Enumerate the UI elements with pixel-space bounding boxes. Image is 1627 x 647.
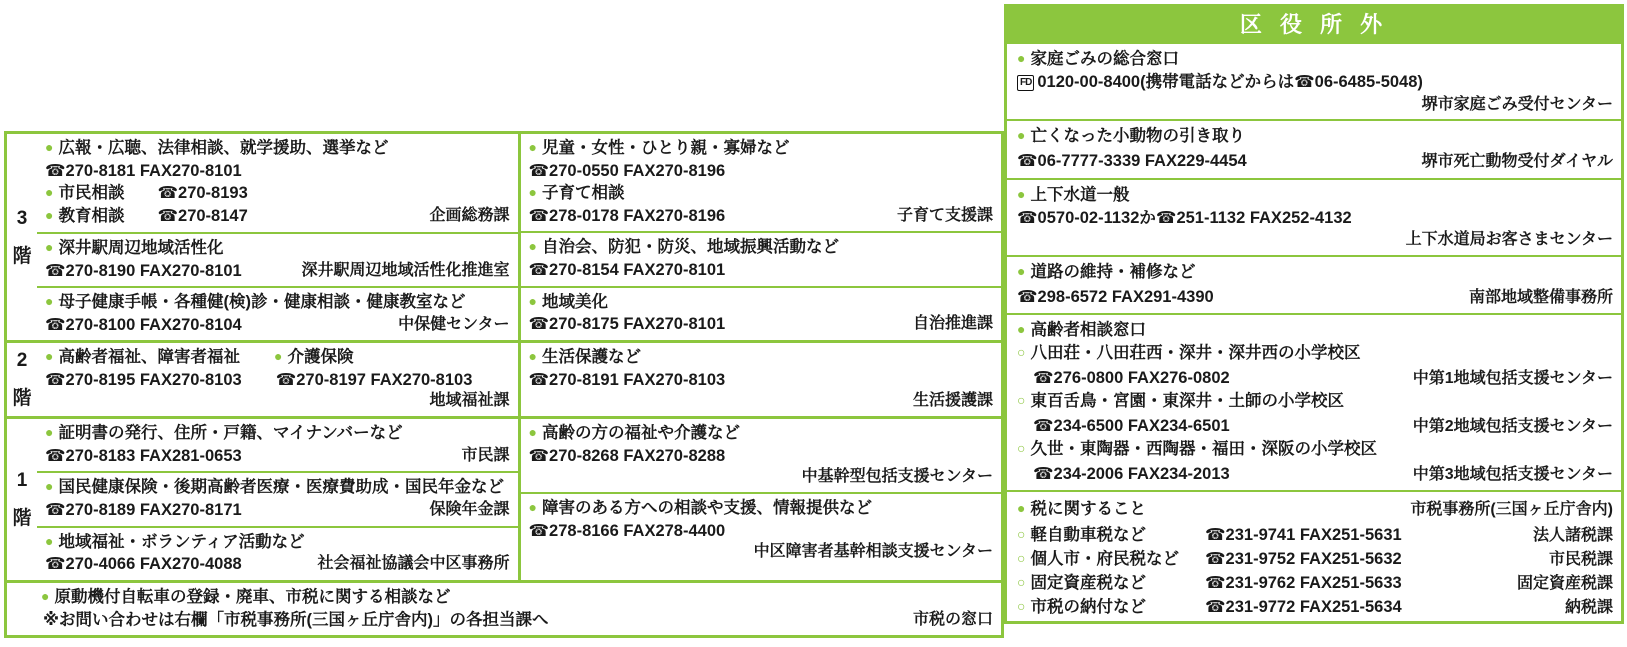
dept-name: 固定資産税課 bbox=[1516, 575, 1613, 593]
service-contact: ☎234-2006 FAX234-2013 bbox=[1033, 465, 1230, 484]
service-contact: ☎298-6572 FAX291-4390 bbox=[1017, 287, 1214, 306]
floor-label-2f bbox=[7, 343, 37, 416]
service-contact bbox=[45, 445, 510, 467]
service-cell bbox=[521, 134, 1002, 231]
service-cell bbox=[37, 343, 518, 416]
tax-contact: ☎231-9772 FAX251-5634 bbox=[1205, 598, 1402, 617]
service-contact: ☎234-6500 FAX234-6501 bbox=[1033, 417, 1230, 436]
service-title-2: ● 市民相談 ☎270-8193 bbox=[45, 182, 510, 205]
cell-group bbox=[37, 232, 518, 286]
dept-name: 南部地域整備事務所 bbox=[1468, 288, 1613, 306]
service-contact-text: ☎270-8175 FAX270-8101 bbox=[528, 315, 726, 334]
floor-label-1f bbox=[7, 419, 37, 580]
service-contact-row bbox=[1017, 284, 1613, 309]
service-contact-row bbox=[1017, 413, 1613, 438]
floor-label-3f bbox=[7, 134, 37, 340]
dept-name: 中第1地域包括支援センター bbox=[1412, 369, 1613, 387]
service-title: ● 原動機付自転車の登録・廃車、市税に関する相談など bbox=[41, 586, 993, 609]
service-contact: ☎0570-02-1132か☎251-1132 FAX252-4132 bbox=[1017, 208, 1352, 227]
cell-group bbox=[521, 286, 1002, 340]
contact-section bbox=[1007, 44, 1621, 119]
service-title: ● 地域福祉・ボランティア活動など bbox=[45, 531, 510, 554]
service-contact-2: ☎270-8197 FAX270-8103 bbox=[275, 370, 473, 389]
cell-group bbox=[521, 134, 1002, 231]
service-contact: ☎270-8268 FAX270-8288 bbox=[528, 446, 726, 465]
service-contact-text: ☎270-4066 FAX270-4088 bbox=[45, 555, 242, 574]
service-contact: ☎270-0550 FAX270-8196 bbox=[528, 161, 726, 180]
dept-name: 堺市死亡動物受付ダイヤル bbox=[1421, 153, 1613, 171]
floor-unit: 階 bbox=[12, 245, 32, 267]
outside-ward-office-table bbox=[1004, 4, 1624, 624]
service-title-2: ● 介護保険 bbox=[274, 346, 353, 369]
service-title: ● 道路の維持・補修など bbox=[1017, 261, 1613, 284]
service-cell bbox=[521, 288, 1002, 340]
service-title: ● 税に関すること bbox=[1017, 498, 1146, 521]
contact-section bbox=[1007, 255, 1621, 313]
tax-name: ○ 軽自動車税など bbox=[1017, 521, 1205, 545]
contact-section bbox=[1007, 178, 1621, 255]
service-cell bbox=[37, 234, 518, 286]
service-title: ● 国民健康保険・後期高齢者医療・医療費助成・国民年金など bbox=[45, 476, 510, 499]
service-title: ● 母子健康手帳・各種健(検)診・健康相談・健康教室など bbox=[45, 291, 510, 314]
service-contact bbox=[529, 313, 994, 335]
floor-3f-column-left bbox=[37, 134, 521, 340]
floor-number: 1 bbox=[16, 469, 28, 491]
dept-name: 生活援護課 bbox=[912, 392, 993, 410]
service-cell bbox=[37, 134, 518, 232]
dept-name: 地域福祉課 bbox=[429, 392, 510, 410]
service-title: ● 高齢の方の福祉や介護など bbox=[529, 422, 994, 445]
service-cell-footer bbox=[7, 583, 1001, 635]
dept-name: 企画総務課 bbox=[429, 206, 510, 224]
service-title: ● 高齢者相談窓口 bbox=[1017, 319, 1613, 342]
service-contact: ☎270-8195 FAX270-8103 bbox=[45, 370, 242, 389]
service-contact: ☎270-8181 FAX270-8101 bbox=[45, 161, 242, 180]
service-cell bbox=[521, 419, 1002, 492]
cell-group bbox=[37, 419, 518, 471]
ward-office-floors-table bbox=[4, 131, 1004, 638]
cell-group bbox=[521, 419, 1002, 492]
contact-section bbox=[1007, 119, 1621, 177]
service-contact-text: ☎270-8183 FAX281-0653 bbox=[45, 446, 242, 465]
dept-name: 子育て支援課 bbox=[896, 206, 993, 224]
floor-3f-column-right bbox=[521, 134, 1002, 340]
dept-name: 深井駅周辺地域活性化推進室 bbox=[301, 261, 510, 279]
tax-contact: ☎231-9752 FAX251-5632 bbox=[1205, 550, 1402, 569]
floor-unit: 階 bbox=[12, 507, 32, 529]
service-note bbox=[41, 609, 993, 631]
cell-group bbox=[37, 134, 518, 232]
service-contact: ☎270-8191 FAX270-8103 bbox=[528, 370, 726, 389]
service-title: ● 深井駅周辺地域活性化 bbox=[45, 237, 510, 260]
dept-name: 堺市家庭ごみ受付センター bbox=[1421, 95, 1613, 113]
floor-number: 2 bbox=[16, 350, 28, 372]
service-title-3-text: 教育相談 ☎270-8147 bbox=[58, 206, 248, 225]
service-title: ● 児童・女性・ひとり親・寡婦など bbox=[529, 137, 994, 160]
floor-block-3f bbox=[4, 131, 1004, 340]
service-contact-text: ☎270-8189 FAX270-8171 bbox=[45, 501, 242, 520]
service-contact bbox=[1017, 71, 1613, 94]
tax-row bbox=[1017, 521, 1613, 545]
service-title: ● 証明書の発行、住所・戸籍、マイナンバーなど bbox=[45, 422, 510, 445]
contact-section bbox=[1007, 313, 1621, 491]
floor-unit: 階 bbox=[12, 388, 32, 410]
floor-2f-column-right bbox=[521, 343, 1002, 416]
dept-name: 中第2地域包括支援センター bbox=[1412, 418, 1613, 436]
service-title-2: ● 子育て相談 bbox=[529, 182, 994, 205]
dept-name: 自治推進課 bbox=[912, 315, 993, 333]
dept-name: 中基幹型包括支援センター bbox=[801, 468, 993, 486]
floor-1f-column-left bbox=[37, 419, 521, 580]
service-contact-text: ☎270-8100 FAX270-8104 bbox=[45, 315, 242, 334]
service-cell bbox=[521, 233, 1002, 285]
floor-block-2f bbox=[4, 340, 1004, 416]
floor-2f-column-left bbox=[37, 343, 521, 416]
service-note-text: ※お問い合わせは右欄「市税事務所(三国ヶ丘庁舎内)」の各担当課へ bbox=[43, 610, 549, 629]
tax-row bbox=[1017, 593, 1613, 617]
service-contact: ☎278-8166 FAX278-4400 bbox=[528, 521, 726, 540]
tax-row bbox=[1017, 545, 1613, 569]
section-title: 区 役 所 外 bbox=[1007, 7, 1621, 44]
cell-group bbox=[521, 492, 1002, 567]
service-contact: ☎06-7777-3339 FAX229-4454 bbox=[1017, 152, 1247, 171]
dept-name: 中第3地域包括支援センター bbox=[1412, 466, 1613, 484]
service-contact bbox=[45, 499, 510, 521]
service-cell bbox=[37, 473, 518, 525]
cell-group bbox=[37, 526, 518, 580]
cell-group bbox=[37, 286, 518, 340]
dept-name: 市民税課 bbox=[1548, 551, 1613, 569]
footer-row bbox=[7, 580, 1001, 635]
service-contact-text: 0120-00-8400(携帯電話などからは☎06-6485-5048) bbox=[1037, 73, 1423, 92]
dept-name: 市税事務所(三国ヶ丘庁舎内) bbox=[1410, 501, 1613, 519]
dept-name: 社会福祉協議会中区事務所 bbox=[317, 555, 510, 573]
service-contact-row bbox=[1017, 148, 1613, 173]
free-dial-icon: FD bbox=[1017, 75, 1034, 91]
service-title: ● 自治会、防犯・防災、地域振興活動など bbox=[529, 236, 994, 259]
service-contact-text: ☎270-8190 FAX270-8101 bbox=[45, 261, 242, 280]
sub-service-title: ○ 八田荘・八田荘西・深井・深井西の小学校区 bbox=[1017, 342, 1613, 365]
sub-service-title: ○ 久世・東陶器・西陶器・福田・深阪の小学校区 bbox=[1017, 438, 1613, 461]
service-cell bbox=[521, 494, 1002, 567]
service-title: ● 亡くなった小動物の引き取り bbox=[1017, 125, 1613, 148]
tax-row bbox=[1017, 569, 1613, 593]
cell-group bbox=[521, 231, 1002, 285]
cell-group bbox=[37, 471, 518, 525]
floor-1f-column-right bbox=[521, 419, 1002, 580]
contact-section-tax bbox=[1007, 490, 1621, 621]
dept-name: 市税の窓口 bbox=[912, 610, 993, 628]
service-contact-2-text: ☎278-0178 FAX270-8196 bbox=[528, 206, 726, 225]
dept-name: 法人諸税課 bbox=[1532, 527, 1613, 545]
service-contact bbox=[45, 260, 510, 282]
dept-name: 中保健センター bbox=[398, 315, 510, 333]
dept-name: 納税課 bbox=[1564, 599, 1613, 617]
tax-name: ○ 個人市・府民税など bbox=[1017, 545, 1205, 569]
tax-name: ○ 固定資産税など bbox=[1017, 569, 1205, 593]
service-title-row bbox=[1017, 496, 1613, 521]
service-contact: ☎276-0800 FAX276-0802 bbox=[1033, 368, 1230, 387]
service-title: ● 家庭ごみの総合窓口 bbox=[1017, 48, 1613, 71]
service-title: ● 地域美化 bbox=[529, 291, 994, 314]
dept-name: 市民課 bbox=[461, 446, 510, 464]
service-contact-2 bbox=[529, 205, 994, 227]
tax-name: ○ 市税の納付など bbox=[1017, 593, 1205, 617]
tax-contact: ☎231-9762 FAX251-5633 bbox=[1205, 574, 1402, 593]
service-title: ● 生活保護など bbox=[529, 346, 994, 369]
floor-number: 3 bbox=[16, 207, 28, 229]
service-cell bbox=[37, 419, 518, 471]
service-contact bbox=[45, 314, 510, 336]
service-contact-row bbox=[1017, 365, 1613, 390]
service-title: ● 障害のある方への相談や支援、情報提供など bbox=[529, 497, 994, 520]
dept-name: 中区障害者基幹相談支援センター bbox=[753, 543, 993, 561]
service-title-3 bbox=[45, 205, 510, 228]
service-cell bbox=[521, 343, 1002, 416]
service-title: ● 上下水道一般 bbox=[1017, 184, 1613, 207]
dept-name: 上下水道局お客さまセンター bbox=[1405, 230, 1613, 248]
sub-service-title: ○ 東百舌鳥・宮園・東深井・土師の小学校区 bbox=[1017, 390, 1613, 413]
service-contact: ☎270-8154 FAX270-8101 bbox=[528, 261, 726, 280]
service-cell bbox=[37, 528, 518, 580]
service-title: ● 広報・広聴、法律相談、就学援助、選挙など bbox=[45, 137, 510, 160]
service-contact-row bbox=[1017, 461, 1613, 486]
service-cell bbox=[37, 288, 518, 340]
floor-block-1f bbox=[4, 416, 1004, 638]
tax-contact: ☎231-9741 FAX251-5631 bbox=[1205, 526, 1402, 545]
dept-name: 保険年金課 bbox=[429, 501, 510, 519]
service-contact bbox=[45, 553, 510, 575]
service-title: ● 高齢者福祉、障害者福祉 bbox=[45, 346, 240, 369]
